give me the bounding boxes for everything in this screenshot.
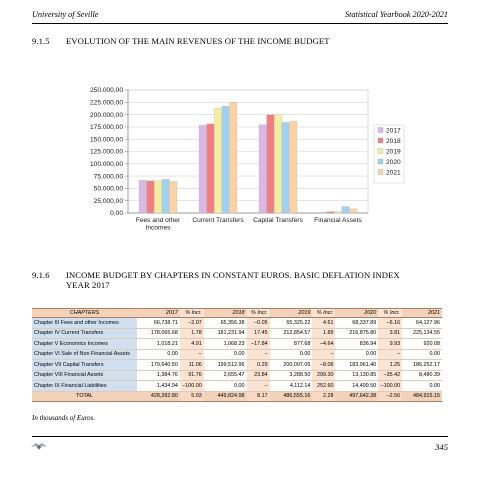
table-cell: 1.89 — [312, 328, 335, 339]
y-tick-label: 250.000,00 — [89, 87, 123, 95]
table-cell: 225,134.55 — [402, 328, 442, 339]
bar — [222, 106, 230, 213]
legend-swatch — [378, 159, 383, 164]
table-cell: 4.91 — [180, 339, 204, 350]
table-row — [32, 339, 442, 350]
table-cell: 23.84 — [247, 370, 270, 381]
table-cell: 3.81 — [378, 328, 402, 339]
y-tick-label: 0,00 — [110, 210, 123, 218]
column-header: CHAPTERS — [32, 309, 137, 318]
table-cell: – — [312, 349, 335, 360]
table-cell: 181,231.94 — [204, 328, 247, 339]
table-cell: 4.61 — [312, 318, 335, 329]
bar — [147, 181, 155, 213]
chapter-label: Chapter VI Sale of Non Financial Assets — [32, 349, 137, 360]
bar — [139, 180, 147, 213]
table-cell: 66,738.71 — [137, 318, 180, 329]
table-cell: 0.00 — [402, 381, 442, 392]
bar — [282, 122, 290, 213]
table-cell: 486,555.16 — [270, 391, 313, 402]
section-heading: INCOME BUDGET BY CHAPTERS IN CONSTANT EUROS. BASIC DEFLATION INDEX — [66, 270, 400, 280]
table-cell: –35.42 — [378, 370, 402, 381]
table-cell: 2.28 — [312, 391, 335, 402]
table-cell: 65,325.22 — [270, 318, 313, 329]
table-cell: 1,018.21 — [137, 339, 180, 350]
legend-swatch — [378, 128, 383, 133]
bar — [289, 121, 297, 213]
table-cell: – — [247, 349, 270, 360]
chapter-label: Chapter VII Capital Transfers — [32, 360, 137, 371]
table-cell: –100.00 — [180, 381, 204, 392]
table-cell: 179,640.50 — [137, 360, 180, 371]
table-cell: 0.00 — [335, 349, 378, 360]
table-cell: –8.06 — [312, 360, 335, 371]
table-cell: 877.68 — [270, 339, 313, 350]
column-header: % Incr. — [378, 309, 402, 318]
table-cell: 199,512.96 — [204, 360, 247, 371]
bar — [259, 125, 267, 213]
column-header: 2021 — [402, 309, 442, 318]
column-header: 2020 — [335, 309, 378, 318]
table-row — [32, 328, 442, 339]
x-tick-label: Incomes — [145, 224, 171, 232]
table-cell: 186,252.17 — [402, 360, 442, 371]
bar — [342, 207, 350, 213]
table-cell: –17.84 — [247, 339, 270, 350]
bar — [154, 181, 162, 213]
table-cell: 183,961.40 — [335, 360, 378, 371]
chapter-label: Chapter IV Current Transfers — [32, 328, 137, 339]
table-row — [32, 360, 442, 371]
table-cell: – — [378, 349, 402, 360]
table-cell: 920.08 — [402, 339, 442, 350]
column-header: 2018 — [204, 309, 247, 318]
table-cell: 1.25 — [378, 360, 402, 371]
page-number: 345 — [435, 442, 448, 452]
chapter-label: Chapter VIII Financial Assets — [32, 370, 137, 381]
column-header: % Incr. — [247, 309, 270, 318]
column-header: % Incr. — [312, 309, 335, 318]
table-cell: 14,499.50 — [335, 381, 378, 392]
table-cell: 0.00 — [204, 381, 247, 392]
table-cell: 178,065.68 — [137, 328, 180, 339]
x-tick-label: Current Transfers — [192, 217, 244, 224]
table-cell: 8.17 — [247, 391, 270, 402]
y-tick-label: 150.000,00 — [89, 136, 123, 144]
bar — [207, 124, 215, 213]
column-header: 2019 — [270, 309, 313, 318]
table-cell: 0.00 — [402, 349, 442, 360]
y-tick-label: 100.000,00 — [89, 161, 123, 168]
table-cell: –2.07 — [180, 318, 204, 329]
y-tick-label: 200.000,00 — [89, 111, 123, 119]
section-heading: EVOLUTION OF THE MAIN REVENUES OF THE INCOME BUDGET — [66, 36, 330, 46]
table-cell: 1.78 — [180, 328, 204, 339]
header-university: University of Seville — [32, 10, 99, 19]
legend-label: 2020 — [386, 158, 401, 166]
table-total-row — [32, 391, 442, 402]
legend-swatch — [378, 170, 383, 175]
chapter-label: TOTAL — [32, 391, 137, 402]
table-cell: 64,127.96 — [402, 318, 442, 329]
table-cell: 449,824.98 — [204, 391, 247, 402]
table-row — [32, 370, 442, 381]
table-row — [32, 349, 442, 360]
y-tick-label: 175.000,00 — [89, 124, 123, 132]
table-cell: 252.60 — [312, 381, 335, 392]
table-cell: – — [180, 349, 204, 360]
table-cell: 1,068.23 — [204, 339, 247, 350]
bar — [327, 212, 335, 213]
table-cell: 299.30 — [312, 370, 335, 381]
table-row — [32, 318, 442, 329]
table-header-row — [32, 309, 442, 318]
table-cell: 1,384.76 — [137, 370, 180, 381]
table-cell: 0.00 — [137, 349, 180, 360]
table-cell: 9.93 — [378, 339, 402, 350]
column-header: % Incr. — [180, 309, 204, 318]
table-cell: 497,642.38 — [335, 391, 378, 402]
bar — [274, 115, 282, 213]
bar — [162, 179, 170, 213]
bar — [229, 102, 237, 213]
table-cell: 836.94 — [335, 339, 378, 350]
bar — [319, 212, 327, 213]
chapter-label: Chapter V Economics Incomes — [32, 339, 137, 350]
table-cell: 428,282.80 — [137, 391, 180, 402]
bar — [169, 181, 177, 213]
table-cell: –2.56 — [378, 391, 402, 402]
y-tick-label: 125.000,00 — [89, 148, 123, 156]
income-budget-table — [32, 308, 442, 402]
table-cell: 4,112.14 — [270, 381, 313, 392]
table-cell: –0.05 — [247, 318, 270, 329]
column-header: 2017 — [137, 309, 180, 318]
table-cell: 3,288.50 — [270, 370, 313, 381]
y-tick-label: 75.000,00 — [93, 173, 123, 181]
table-cell: 11.06 — [180, 360, 204, 371]
table-cell: 5.03 — [180, 391, 204, 402]
table-cell: 68,337.89 — [335, 318, 378, 329]
section-number: 9.1.6 — [32, 270, 50, 280]
table-cell: 17.45 — [247, 328, 270, 339]
bar — [334, 211, 342, 213]
x-tick-label: Financial Assets — [314, 217, 362, 224]
section-title-916 — [32, 270, 400, 290]
legend-swatch — [378, 149, 383, 154]
y-tick-label: 25.000,00 — [93, 197, 123, 205]
table-cell: 200,097.05 — [270, 360, 313, 371]
table-cell: 0.00 — [270, 349, 313, 360]
header-yearbook: Statistical Yearbook 2020-2021 — [345, 10, 448, 19]
table-cell: –4.64 — [312, 339, 335, 350]
bar — [199, 125, 207, 213]
table-cell: –100.00 — [378, 381, 402, 392]
legend-label: 2017 — [386, 127, 401, 135]
table-cell: 1,434.94 — [137, 381, 180, 392]
table-cell: 0.00 — [204, 349, 247, 360]
table-cell: 216,875.80 — [335, 328, 378, 339]
y-tick-label: 225.000,00 — [89, 99, 123, 107]
table-cell: 484,915.15 — [402, 391, 442, 402]
table-cell: 0.29 — [247, 360, 270, 371]
table-cell: 91.76 — [180, 370, 204, 381]
table-cell: – — [247, 381, 270, 392]
legend-label: 2019 — [386, 148, 401, 156]
table-cell: 8,480.39 — [402, 370, 442, 381]
legend-label: 2018 — [386, 137, 401, 145]
table-cell: 212,854.57 — [270, 328, 313, 339]
university-crest-icon — [30, 441, 48, 453]
chapter-label: Chapter IX Financial Liabilities — [32, 381, 137, 392]
table-row — [32, 381, 442, 392]
chapter-label: Chapter III Fees and other Incomes — [32, 318, 137, 329]
units-note: In thousands of Euros. — [32, 414, 96, 422]
table-cell: 13,130.85 — [335, 370, 378, 381]
x-tick-label: Fees and other — [135, 217, 181, 224]
table-cell: 2,655.47 — [204, 370, 247, 381]
section-number: 9.1.5 — [32, 36, 50, 46]
bar — [214, 108, 222, 213]
table-cell: 65,356.38 — [204, 318, 247, 329]
x-tick-label: Capital Transfers — [253, 217, 303, 224]
table-cell: –6.16 — [378, 318, 402, 329]
footer-rule — [32, 436, 448, 437]
y-tick-label: 50.000,00 — [93, 185, 123, 193]
section-heading-line2: YEAR 2017 — [66, 280, 110, 290]
bar — [349, 209, 357, 213]
legend-label: 2021 — [386, 169, 401, 177]
legend-swatch — [378, 138, 383, 143]
bar — [267, 115, 275, 213]
